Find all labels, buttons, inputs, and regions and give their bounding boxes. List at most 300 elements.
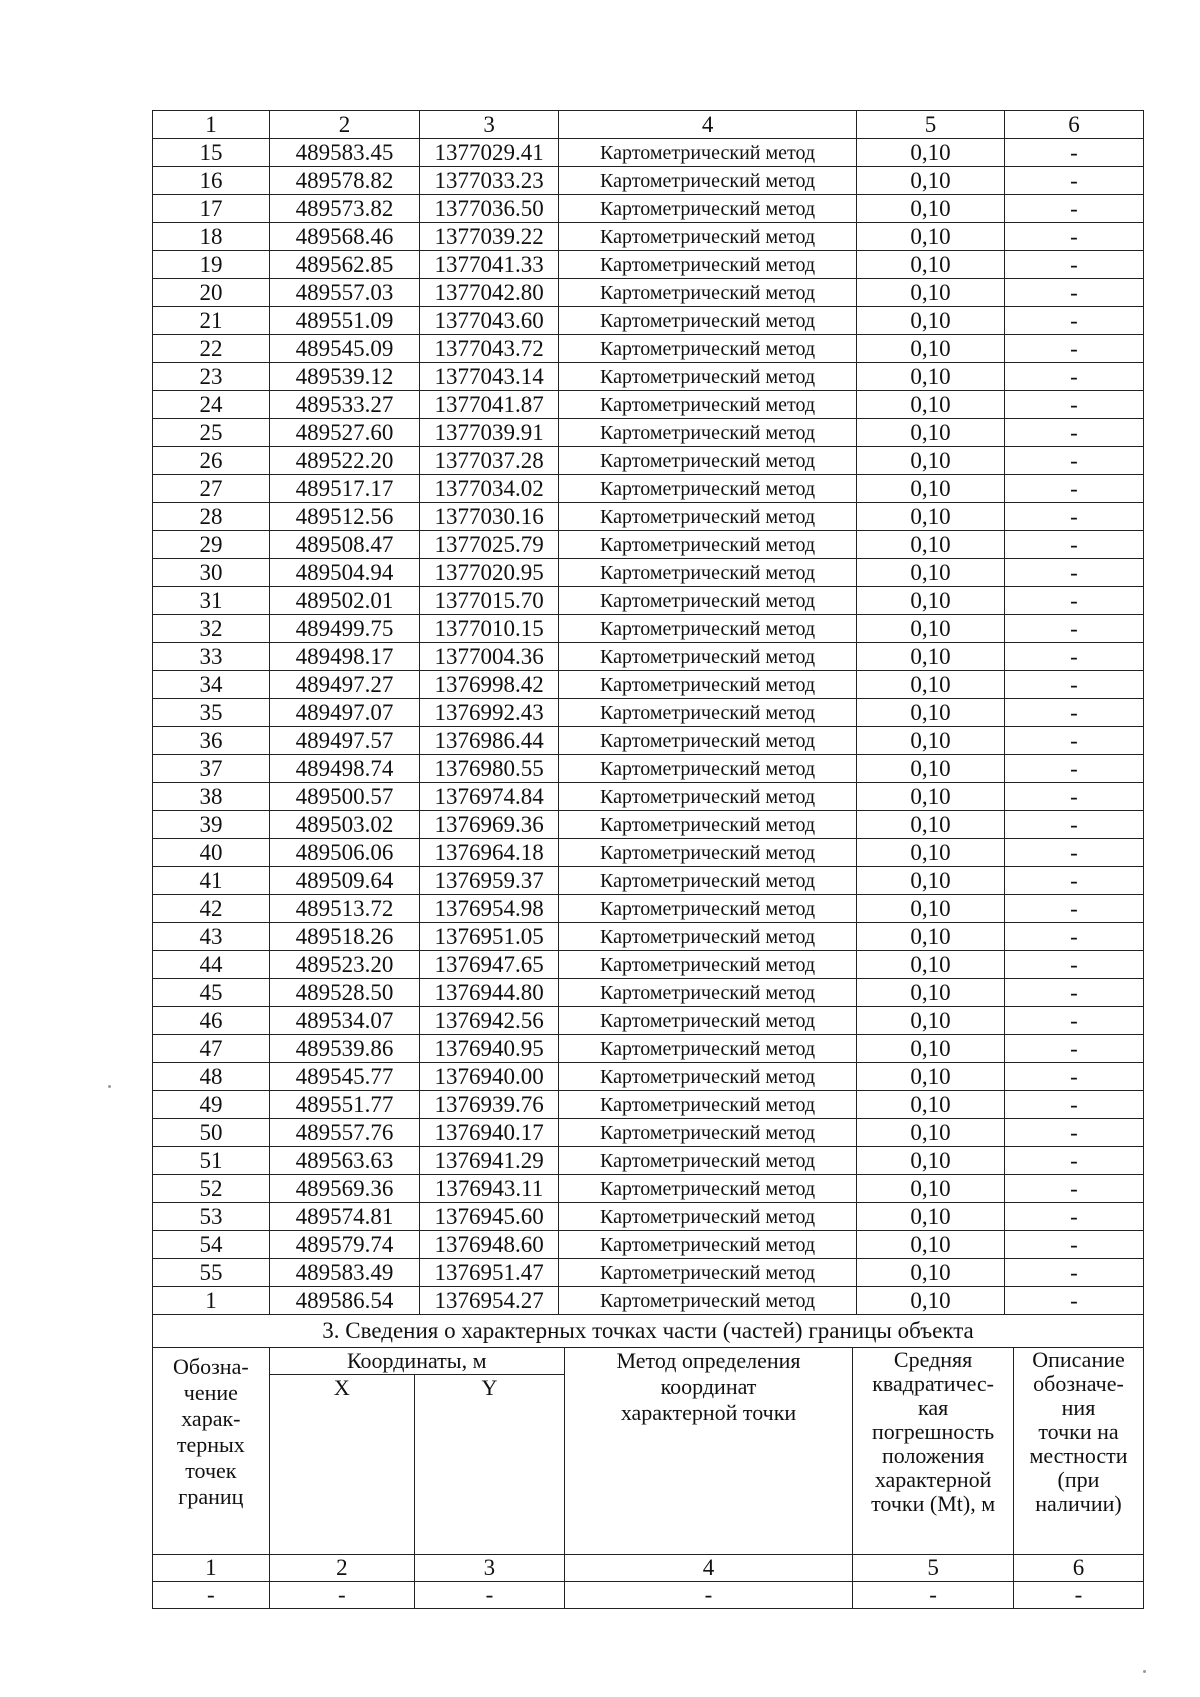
table-row [153, 251, 1144, 279]
table-cell: 54 [153, 1231, 270, 1259]
scan-speck [1143, 1670, 1146, 1673]
table-cell: 489551.09 [269, 307, 419, 335]
table-cell: Картометрический метод [559, 699, 857, 727]
table-cell: Картометрический метод [559, 895, 857, 923]
table-cell: - [1004, 979, 1143, 1007]
table-cell: 47 [153, 1035, 270, 1063]
table-cell: 0,10 [857, 783, 1005, 811]
table-cell: 0,10 [857, 867, 1005, 895]
table-cell: 0,10 [857, 699, 1005, 727]
table-row [153, 587, 1144, 615]
table-cell: 0,10 [857, 251, 1005, 279]
table-cell: 43 [153, 923, 270, 951]
table-cell: 37 [153, 755, 270, 783]
table-cell: - [1004, 503, 1143, 531]
table-cell: 1376943.11 [420, 1175, 559, 1203]
table-cell: Картометрический метод [559, 475, 857, 503]
table-cell: - [1004, 1259, 1143, 1287]
section3-empty-row [153, 1582, 1144, 1609]
table-cell: Картометрический метод [559, 643, 857, 671]
table-cell: 0,10 [857, 839, 1005, 867]
table-cell: 0,10 [857, 1035, 1005, 1063]
table-cell: Картометрический метод [559, 979, 857, 1007]
table-cell: - [1004, 1287, 1143, 1315]
table-cell: 0,10 [857, 335, 1005, 363]
table-row [153, 1147, 1144, 1175]
table-row [153, 503, 1144, 531]
table-cell: 39 [153, 811, 270, 839]
table-cell: 1376951.47 [420, 1259, 559, 1287]
table-cell: 489534.07 [269, 1007, 419, 1035]
table-cell: 489533.27 [269, 391, 419, 419]
table-cell: - [1004, 251, 1143, 279]
table-cell: 489573.82 [269, 195, 419, 223]
table-cell: 34 [153, 671, 270, 699]
table-cell: 1377029.41 [420, 139, 559, 167]
table-cell: 489579.74 [269, 1231, 419, 1259]
table-cell: 0,10 [857, 531, 1005, 559]
table-cell: Картометрический метод [559, 223, 857, 251]
table-cell: 0,10 [857, 587, 1005, 615]
section3-cell: - [269, 1582, 414, 1609]
table-cell: 0,10 [857, 1203, 1005, 1231]
table-cell: 0,10 [857, 755, 1005, 783]
table-cell: 0,10 [857, 447, 1005, 475]
table-cell: 489568.46 [269, 223, 419, 251]
table-row [153, 307, 1144, 335]
section3-cell: - [853, 1582, 1014, 1609]
table-cell: - [1004, 363, 1143, 391]
coordinates-document [152, 110, 1144, 1609]
table-cell: - [1004, 839, 1143, 867]
table-cell: 489562.85 [269, 251, 419, 279]
table-cell: 0,10 [857, 1175, 1005, 1203]
table-row [153, 531, 1144, 559]
table-cell: 1377043.72 [420, 335, 559, 363]
header-method: Метод определения координат характерной точки [564, 1348, 852, 1555]
table-cell: 1377036.50 [420, 195, 559, 223]
table-cell: - [1004, 867, 1143, 895]
table-row [153, 559, 1144, 587]
table-cell: - [1004, 951, 1143, 979]
table-cell: 489509.64 [269, 867, 419, 895]
boundary-points-table [152, 110, 1144, 1315]
table-cell: Картометрический метод [559, 335, 857, 363]
table-cell: 36 [153, 727, 270, 755]
table-cell: 29 [153, 531, 270, 559]
table-cell: 1377033.23 [420, 167, 559, 195]
table-cell: 0,10 [857, 279, 1005, 307]
table-cell: 18 [153, 223, 270, 251]
table-cell: 1377030.16 [420, 503, 559, 531]
table-cell: 1376974.84 [420, 783, 559, 811]
table-cell: 25 [153, 419, 270, 447]
table-cell: Картометрический метод [559, 923, 857, 951]
table-cell: Картометрический метод [559, 447, 857, 475]
table-cell: - [1004, 699, 1143, 727]
table-cell: 1377015.70 [420, 587, 559, 615]
header-x: X [269, 1375, 414, 1555]
table-cell: 30 [153, 559, 270, 587]
table-cell: - [1004, 671, 1143, 699]
table-cell: 0,10 [857, 951, 1005, 979]
table-cell: 489517.17 [269, 475, 419, 503]
table-cell: 1377041.87 [420, 391, 559, 419]
table-row [153, 1259, 1144, 1287]
table-cell: - [1004, 811, 1143, 839]
table-cell: 1377039.91 [420, 419, 559, 447]
table-row [153, 951, 1144, 979]
table-cell: 40 [153, 839, 270, 867]
table-row [153, 1091, 1144, 1119]
table-cell: 1377039.22 [420, 223, 559, 251]
table-cell: 1376986.44 [420, 727, 559, 755]
table-cell: - [1004, 615, 1143, 643]
section3-number: 2 [269, 1555, 414, 1582]
table-cell: 42 [153, 895, 270, 923]
table-row [153, 615, 1144, 643]
table-cell: 489583.49 [269, 1259, 419, 1287]
table-cell: 50 [153, 1119, 270, 1147]
table-cell: 21 [153, 307, 270, 335]
table-row [153, 1007, 1144, 1035]
table-cell: Картометрический метод [559, 1259, 857, 1287]
table-cell: 1376954.98 [420, 895, 559, 923]
table-cell: 0,10 [857, 391, 1005, 419]
table-cell: 1376940.17 [420, 1119, 559, 1147]
table-cell: 20 [153, 279, 270, 307]
table-cell: - [1004, 391, 1143, 419]
table-row [153, 1035, 1144, 1063]
table-cell: 1376948.60 [420, 1231, 559, 1259]
table-row [153, 447, 1144, 475]
table-cell: 1377043.14 [420, 363, 559, 391]
table-cell: 489578.82 [269, 167, 419, 195]
section3-number: 6 [1013, 1555, 1143, 1582]
table-cell: 489557.03 [269, 279, 419, 307]
table-cell: 0,10 [857, 167, 1005, 195]
table-cell: 1376939.76 [420, 1091, 559, 1119]
table-cell: - [1004, 1063, 1143, 1091]
table-cell: 489539.86 [269, 1035, 419, 1063]
table-cell: 1376964.18 [420, 839, 559, 867]
table-cell: 489539.12 [269, 363, 419, 391]
table-cell: 28 [153, 503, 270, 531]
table-cell: 1376940.95 [420, 1035, 559, 1063]
table-cell: 489506.06 [269, 839, 419, 867]
table-cell: 0,10 [857, 1007, 1005, 1035]
table-row [153, 783, 1144, 811]
table-cell: Картометрический метод [559, 1175, 857, 1203]
table-row [153, 223, 1144, 251]
table-cell: 0,10 [857, 671, 1005, 699]
table-cell: - [1004, 1175, 1143, 1203]
table-cell: 0,10 [857, 559, 1005, 587]
table-cell: 0,10 [857, 1091, 1005, 1119]
table-cell: 489508.47 [269, 531, 419, 559]
table-cell: - [1004, 755, 1143, 783]
table-cell: 489497.07 [269, 699, 419, 727]
table-cell: 489563.63 [269, 1147, 419, 1175]
table-cell: Картометрический метод [559, 391, 857, 419]
table-row [153, 195, 1144, 223]
table-cell: Картометрический метод [559, 363, 857, 391]
table-cell: 0,10 [857, 1147, 1005, 1175]
table-cell: Картометрический метод [559, 1287, 857, 1315]
table-cell: 17 [153, 195, 270, 223]
table-cell: Картометрический метод [559, 559, 857, 587]
table-cell: 1377041.33 [420, 251, 559, 279]
table-cell: 489583.45 [269, 139, 419, 167]
table-cell: Картометрический метод [559, 503, 857, 531]
table-cell: Картометрический метод [559, 1063, 857, 1091]
table-cell: 0,10 [857, 615, 1005, 643]
table-cell: 51 [153, 1147, 270, 1175]
table-cell: 19 [153, 251, 270, 279]
table-cell: 0,10 [857, 419, 1005, 447]
table-cell: 489557.76 [269, 1119, 419, 1147]
section3-number: 4 [564, 1555, 852, 1582]
table-cell: Картометрический метод [559, 839, 857, 867]
table-cell: Картометрический метод [559, 195, 857, 223]
table-cell: 1376947.65 [420, 951, 559, 979]
table-cell: 33 [153, 643, 270, 671]
table-cell: - [1004, 531, 1143, 559]
table-cell: Картометрический метод [559, 419, 857, 447]
table-cell: 1376980.55 [420, 755, 559, 783]
table-cell: 35 [153, 699, 270, 727]
table-cell: 489522.20 [269, 447, 419, 475]
table-cell: 38 [153, 783, 270, 811]
table-cell: 489500.57 [269, 783, 419, 811]
table-cell: 0,10 [857, 643, 1005, 671]
table-cell: - [1004, 279, 1143, 307]
table-cell: 26 [153, 447, 270, 475]
column-number-row [153, 111, 1144, 139]
table-cell: 1376969.36 [420, 811, 559, 839]
table-cell: 46 [153, 1007, 270, 1035]
column-number: 3 [420, 111, 559, 139]
table-cell: - [1004, 167, 1143, 195]
table-cell: 0,10 [857, 363, 1005, 391]
table-cell: Картометрический метод [559, 587, 857, 615]
header-accuracy: Средняя квадратичес- кая погрешность положения характерной точки (Mt), м [853, 1348, 1014, 1555]
table-cell: 489528.50 [269, 979, 419, 1007]
table-cell: 0,10 [857, 475, 1005, 503]
table-cell: 0,10 [857, 139, 1005, 167]
table-cell: Картометрический метод [559, 811, 857, 839]
table-cell: - [1004, 1035, 1143, 1063]
table-cell: 0,10 [857, 503, 1005, 531]
table-cell: 489523.20 [269, 951, 419, 979]
table-row [153, 1175, 1144, 1203]
table-cell: 489545.77 [269, 1063, 419, 1091]
table-cell: Картометрический метод [559, 671, 857, 699]
table-row [153, 671, 1144, 699]
table-cell: - [1004, 1119, 1143, 1147]
table-cell: 489545.09 [269, 335, 419, 363]
table-cell: 0,10 [857, 1231, 1005, 1259]
table-cell: - [1004, 587, 1143, 615]
table-cell: 1377010.15 [420, 615, 559, 643]
table-row [153, 1287, 1144, 1315]
section3-cell: - [415, 1582, 565, 1609]
table-cell: - [1004, 447, 1143, 475]
table-cell: 1376959.37 [420, 867, 559, 895]
table-row [153, 923, 1144, 951]
table-cell: Картометрический метод [559, 1119, 857, 1147]
table-cell: Картометрический метод [559, 279, 857, 307]
table-cell: Картометрический метод [559, 1035, 857, 1063]
table-cell: 1376998.42 [420, 671, 559, 699]
column-number: 6 [1004, 111, 1143, 139]
table-cell: - [1004, 1091, 1143, 1119]
table-cell: 22 [153, 335, 270, 363]
table-cell: - [1004, 1007, 1143, 1035]
table-cell: - [1004, 419, 1143, 447]
table-row [153, 1063, 1144, 1091]
section3-number-row [153, 1555, 1144, 1582]
table-cell: 15 [153, 139, 270, 167]
table-row [153, 643, 1144, 671]
table-cell: 0,10 [857, 979, 1005, 1007]
table-cell: Картометрический метод [559, 1231, 857, 1259]
table-row [153, 727, 1144, 755]
table-cell: 1376942.56 [420, 1007, 559, 1035]
table-cell: 489502.01 [269, 587, 419, 615]
table-cell: 0,10 [857, 195, 1005, 223]
column-number: 5 [857, 111, 1005, 139]
table-row [153, 811, 1144, 839]
table-cell: 489574.81 [269, 1203, 419, 1231]
table-cell: Картометрический метод [559, 139, 857, 167]
scan-speck [108, 1085, 111, 1088]
section3-number: 1 [153, 1555, 270, 1582]
table-cell: Картометрический метод [559, 1147, 857, 1175]
table-cell: 49 [153, 1091, 270, 1119]
table-cell: 489518.26 [269, 923, 419, 951]
table-cell: 0,10 [857, 923, 1005, 951]
table-cell: 1377042.80 [420, 279, 559, 307]
table-cell: 44 [153, 951, 270, 979]
table-cell: 489497.57 [269, 727, 419, 755]
table-cell: 0,10 [857, 895, 1005, 923]
table-cell: 489498.74 [269, 755, 419, 783]
table-row [153, 167, 1144, 195]
table-cell: 489498.17 [269, 643, 419, 671]
table-cell: 0,10 [857, 1287, 1005, 1315]
table-row [153, 979, 1144, 1007]
table-cell: Картометрический метод [559, 307, 857, 335]
table-row [153, 895, 1144, 923]
table-cell: 24 [153, 391, 270, 419]
table-row [153, 839, 1144, 867]
table-row [153, 1119, 1144, 1147]
table-cell: - [1004, 475, 1143, 503]
table-row [153, 867, 1144, 895]
table-cell: 52 [153, 1175, 270, 1203]
table-cell: - [1004, 195, 1143, 223]
table-cell: 489551.77 [269, 1091, 419, 1119]
table-cell: Картометрический метод [559, 1203, 857, 1231]
header-point-designation: Обозна- чение харак- терных точек границ [153, 1348, 270, 1555]
table-cell: Картометрический метод [559, 251, 857, 279]
table-cell: - [1004, 1203, 1143, 1231]
table-cell: Картометрический метод [559, 867, 857, 895]
section3-title: 3. Сведения о характерных точках части (частей) границы объекта [153, 1315, 1144, 1348]
table-cell: Картометрический метод [559, 1007, 857, 1035]
table-cell: 0,10 [857, 223, 1005, 251]
table-cell: 1 [153, 1287, 270, 1315]
table-cell: 1377025.79 [420, 531, 559, 559]
table-cell: 1376992.43 [420, 699, 559, 727]
table-cell: 45 [153, 979, 270, 1007]
table-cell: Картометрический метод [559, 755, 857, 783]
table-row [153, 391, 1144, 419]
table-row [153, 475, 1144, 503]
section3-table [152, 1314, 1144, 1609]
table-cell: - [1004, 307, 1143, 335]
column-number: 1 [153, 111, 270, 139]
table-cell: 489512.56 [269, 503, 419, 531]
table-cell: 489527.60 [269, 419, 419, 447]
table-row [153, 279, 1144, 307]
table-cell: Картометрический метод [559, 1091, 857, 1119]
table-cell: 1377020.95 [420, 559, 559, 587]
table-cell: 1376954.27 [420, 1287, 559, 1315]
table-row [153, 139, 1144, 167]
table-row [153, 755, 1144, 783]
table-cell: 1377043.60 [420, 307, 559, 335]
header-description: Описание обозначе- ния точки на местности (при наличии) [1013, 1348, 1143, 1555]
table-cell: - [1004, 895, 1143, 923]
table-cell: 1376940.00 [420, 1063, 559, 1091]
column-number: 4 [559, 111, 857, 139]
table-cell: 41 [153, 867, 270, 895]
header-coordinates: Координаты, м [269, 1348, 564, 1375]
table-row [153, 363, 1144, 391]
table-cell: - [1004, 643, 1143, 671]
table-cell: - [1004, 923, 1143, 951]
table-cell: 23 [153, 363, 270, 391]
table-cell: 1377004.36 [420, 643, 559, 671]
table-row [153, 1231, 1144, 1259]
table-cell: 1376951.05 [420, 923, 559, 951]
table-cell: 27 [153, 475, 270, 503]
table-cell: 16 [153, 167, 270, 195]
table-cell: 1376941.29 [420, 1147, 559, 1175]
table-row [153, 419, 1144, 447]
table-cell: Картометрический метод [559, 727, 857, 755]
table-cell: Картометрический метод [559, 951, 857, 979]
table-cell: 489503.02 [269, 811, 419, 839]
table-cell: Картометрический метод [559, 783, 857, 811]
table-cell: - [1004, 139, 1143, 167]
section3-number: 5 [853, 1555, 1014, 1582]
table-cell: 55 [153, 1259, 270, 1287]
table-row [153, 335, 1144, 363]
table-cell: 0,10 [857, 727, 1005, 755]
table-cell: 31 [153, 587, 270, 615]
table-cell: 489586.54 [269, 1287, 419, 1315]
table-cell: 0,10 [857, 1063, 1005, 1091]
table-cell: - [1004, 335, 1143, 363]
table-cell: 1376944.80 [420, 979, 559, 1007]
section3-cell: - [1013, 1582, 1143, 1609]
table-cell: 48 [153, 1063, 270, 1091]
section3-cell: - [153, 1582, 270, 1609]
table-cell: 0,10 [857, 811, 1005, 839]
